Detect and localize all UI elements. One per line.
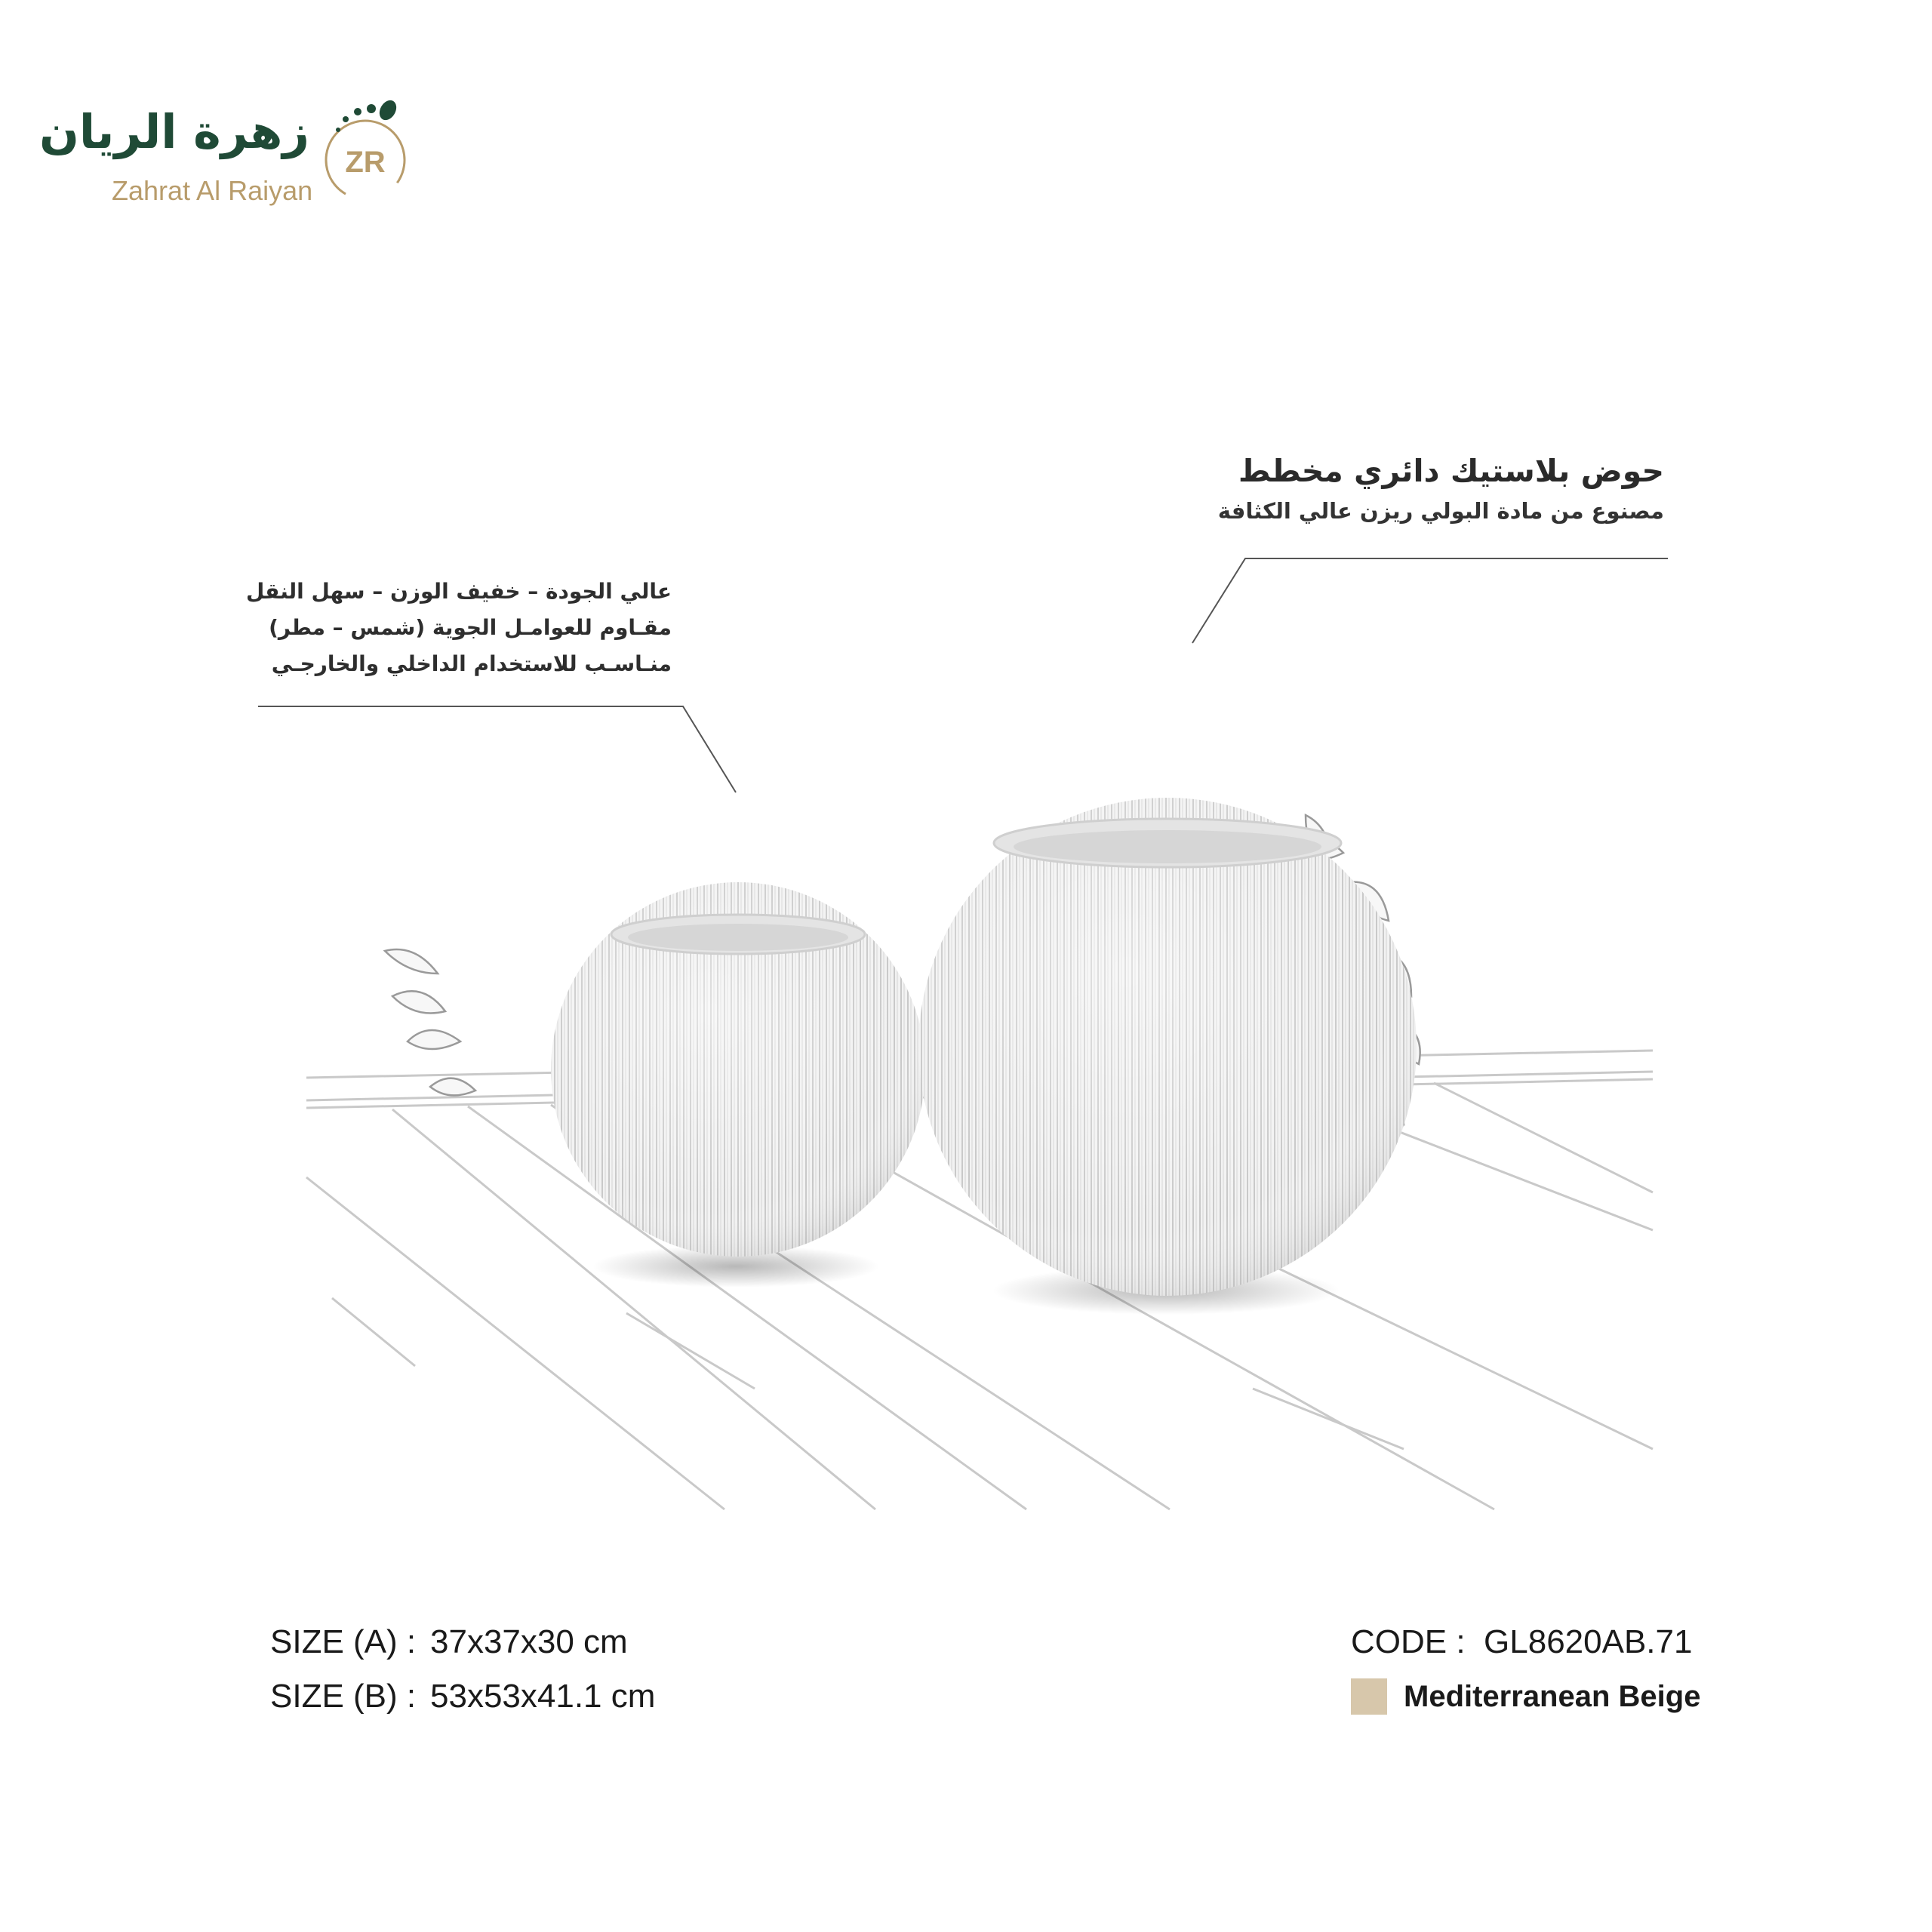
size-value: 37x37x30 cm [430, 1623, 628, 1660]
brand-name-arabic: زهرة الريان [38, 104, 309, 159]
feature-item: عالي الجودة – خفيف الوزن – سهل النقل [246, 579, 672, 604]
monogram-text: ZR [345, 146, 386, 179]
planter-large [918, 798, 1417, 1296]
title-callout-line [1192, 558, 1668, 643]
size-row-b [270, 1669, 655, 1724]
size-row-a [270, 1615, 655, 1669]
planter-small [551, 882, 925, 1257]
size-list [270, 1615, 655, 1724]
feature-item: منـاسـب للاستخدام الداخلي والخارجـي [271, 651, 672, 676]
size-label: SIZE (B) : [270, 1678, 417, 1715]
product-image [302, 770, 1668, 1524]
feature-item: مقـاوم للعوامـل الجوية (شمس – مطر) [269, 615, 672, 640]
color-swatch [1351, 1678, 1387, 1715]
product-code [1351, 1615, 1692, 1669]
size-value: 53x53x41.1 cm [430, 1678, 656, 1715]
color-info [1351, 1674, 1700, 1719]
color-name: Mediterranean Beige [1404, 1679, 1701, 1713]
brand-name-english: Zahrat Al Raiyan [112, 175, 313, 206]
code-label: CODE : [1351, 1623, 1466, 1660]
product-subtitle: مصنوع من مادة البولي ريزن عالي الكثافة [1217, 498, 1664, 524]
product-title: حوض بلاستيك دائري مخطط [1238, 453, 1664, 489]
code-value: GL8620AB.71 [1484, 1623, 1693, 1660]
size-label: SIZE (A) : [270, 1623, 417, 1660]
